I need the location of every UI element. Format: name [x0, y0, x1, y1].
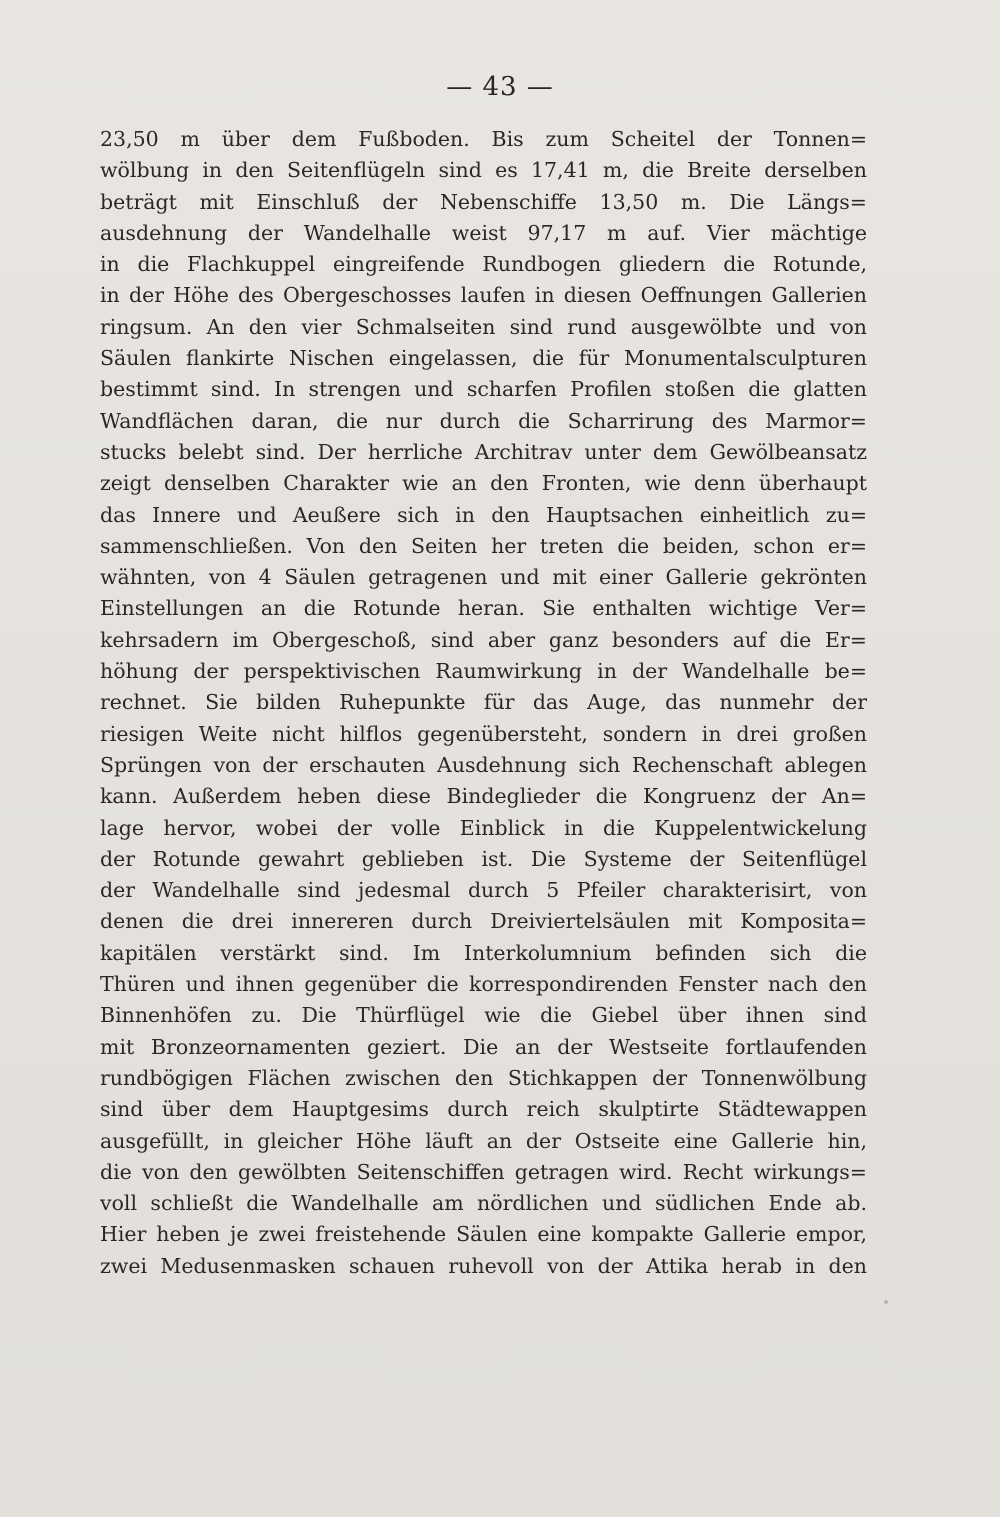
text-line: der Wandelhalle sind jedesmal durch 5 Pfeiler charakterisirt, von	[100, 878, 867, 903]
text-line: rechnet. Sie bilden Ruhepunkte für das Auge, das nunmehr der	[100, 690, 867, 715]
text-line: 23,50 m über dem Fußboden. Bis zum Scheitel der Tonnen=	[100, 127, 867, 151]
text-line: zeigt denselben Charakter wie an den Fronten, wie denn überhaupt	[100, 471, 867, 496]
text-line: stucks belebt sind. Der herrliche Architrav unter dem Gewölbeansatz	[100, 439, 867, 464]
paper-speck	[884, 1300, 888, 1304]
text-line: kapitälen verstärkt sind. Im Interkolumnium befinden sich die	[100, 940, 867, 965]
text-line: rundbögigen Flächen zwischen den Stichkappen der Tonnenwölbung	[100, 1065, 867, 1090]
text-line: in der Höhe des Obergeschosses laufen in diesen Oeffnungen Gallerien	[100, 283, 867, 308]
text-line: Hier heben je zwei freistehende Säulen eine kompakte Gallerie empor,	[100, 1222, 867, 1247]
text-line: ausdehnung der Wandelhalle weist 97,17 m auf. Vier mächtige	[100, 220, 867, 245]
text-line: Wandflächen daran, die nur durch die Scharrirung des Marmor=	[100, 408, 867, 433]
text-line: beträgt mit Einschluß der Nebenschiffe 13,50 m. Die Längs=	[100, 189, 867, 214]
text-line: kehrsadern im Obergeschoß, sind aber ganz besonders auf die Er=	[100, 627, 867, 652]
text-line: die von den gewölbten Seitenschiffen getragen wird. Recht wirkungs=	[100, 1159, 867, 1184]
text-line: zwei Medusenmasken schauen ruhevoll von der Attika herab in den	[100, 1253, 867, 1278]
text-line: Säulen flankirte Nischen eingelassen, die für Monumentalsculpturen	[100, 346, 867, 371]
text-line: denen die drei innereren durch Dreiviertelsäulen mit Komposita=	[100, 909, 867, 934]
text-line: wölbung in den Seitenflügeln sind es 17,41 m, die Breite derselben	[100, 158, 867, 183]
text-line: sind über dem Hauptgesims durch reich skulptirte Städtewappen	[100, 1097, 867, 1122]
text-line: Thüren und ihnen gegenüber die korrespondirenden Fenster nach den	[100, 972, 867, 997]
page-number: — 43 —	[446, 72, 554, 102]
text-line: Einstellungen an die Rotunde heran. Sie enthalten wichtige Ver=	[100, 596, 867, 621]
text-line: mit Bronzeornamenten geziert. Die an der Westseite fortlaufenden	[100, 1034, 867, 1059]
text-line: wähnten, von 4 Säulen getragenen und mit einer Gallerie gekrönten	[100, 565, 867, 590]
text-line: sammenschließen. Von den Seiten her treten die beiden, schon er=	[100, 533, 867, 558]
text-line: höhung der perspektivischen Raumwirkung in der Wandelhalle be=	[100, 659, 867, 684]
text-line: ringsum. An den vier Schmalseiten sind rund ausgewölbte und von	[100, 314, 867, 339]
text-line: das Innere und Aeußere sich in den Hauptsachen einheitlich zu=	[100, 502, 867, 527]
text-line: voll schließt die Wandelhalle am nördlichen und südlichen Ende ab.	[100, 1191, 867, 1216]
body-text	[100, 124, 867, 1282]
text-line: ausgefüllt, in gleicher Höhe läuft an der Ostseite eine Gallerie hin,	[100, 1128, 867, 1153]
text-line: Sprüngen von der erschauten Ausdehnung sich Rechenschaft ablegen	[100, 752, 867, 777]
text-line: bestimmt sind. In strengen und scharfen Profilen stoßen die glatten	[100, 377, 867, 402]
text-line: kann. Außerdem heben diese Bindeglieder die Kongruenz der An=	[100, 784, 867, 809]
text-line: Binnenhöfen zu. Die Thürflügel wie die Giebel über ihnen sind	[100, 1003, 867, 1028]
text-line: der Rotunde gewahrt geblieben ist. Die Systeme der Seitenflügel	[100, 846, 867, 871]
text-line: in die Flachkuppel eingreifende Rundbogen gliedern die Rotunde,	[100, 252, 867, 277]
text-line: riesigen Weite nicht hilflos gegenübersteht, sondern in drei großen	[100, 721, 867, 746]
text-line: lage hervor, wobei der volle Einblick in die Kuppelentwickelung	[100, 815, 867, 840]
